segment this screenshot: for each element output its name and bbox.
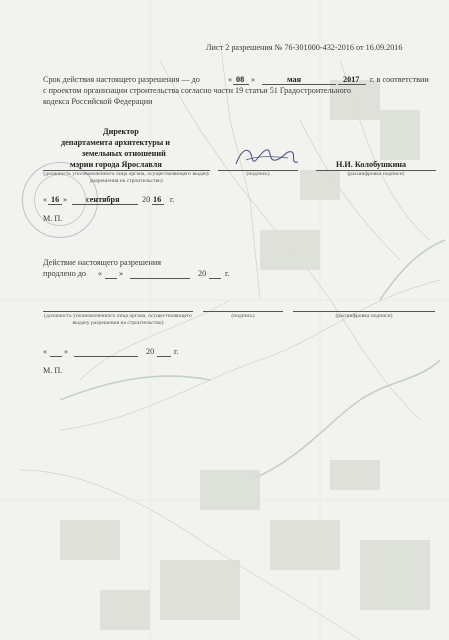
extension-year-prefix: 20 [198,269,207,278]
caption-signature: (подпись) [246,171,270,177]
extension-line1: Действие настоящего разрешения [43,258,162,267]
issue-close-quote: » [63,195,68,204]
underline-issue-day [48,204,62,205]
extension-g: г. [225,269,230,278]
mp-stamp-place-2: М. П. [43,366,63,375]
issue-year-suffix: 16 [153,195,162,204]
underline-month [262,84,336,85]
underline-date2-month [74,356,138,357]
signatory-name: Н.И. Колобушкина [336,160,407,169]
issue-g: г. [170,195,175,204]
underline-issue-year [152,204,164,205]
date2-year-prefix: 20 [146,347,155,356]
caption-position: (должность уполномоченного лица органа, осуществляющего выдачу разрешения на строительство) [43,171,210,184]
underline-day [233,84,249,85]
caption-name: (расшифровка подписи) [347,171,405,177]
issue-year-prefix: 20 [142,195,151,204]
extension-line2-prefix: продлено до [43,269,86,278]
underline-year [338,84,366,85]
underline-ext-year [209,278,221,279]
validity-open-quote: « [228,75,233,84]
extension-caption-position: (должность уполномоченного лица органа, осуществляющего выдачу разрешения на строительство) [44,313,192,326]
issue-day: 16 [51,195,60,204]
issue-open-quote: « [43,195,48,204]
validity-prefix: Срок действия настоящего разрешения — до [43,75,200,84]
signatory-title-line4: мэрии города Ярославля [70,160,162,169]
validity-close-quote: » [251,75,256,84]
underline-ext-name [293,311,435,312]
validity-suffix: г. в соответствии [370,75,429,84]
signatory-title-line1: Директор [103,127,139,136]
underline-ext-month [130,278,190,279]
extension-quote-open: « [98,269,103,278]
underline-date2-year [157,356,171,357]
extension-caption-name: (расшифровка подписи) [335,313,393,319]
underline-date2-day [50,356,62,357]
extension-caption-signature: (подпись) [231,313,255,319]
signatory-title-line2: департамента архитектуры и [61,138,170,147]
issue-month: сентября [86,195,120,204]
underline-ext-position [43,311,193,312]
validity-year: 2017 [343,75,360,84]
mp-stamp-place-1: М. П. [43,214,63,223]
validity-month: мая [287,75,302,84]
signatory-title-line3: земельных отношений [82,149,166,158]
underline-ext-day [105,278,117,279]
underline-issue-month [72,204,138,205]
underline-ext-signature [203,311,283,312]
extension-quote-close: » [119,269,124,278]
validity-day: 08 [236,75,245,84]
sheet-label: Лист 2 разрешения № 76-301000-432-2016 от 16.09.2016 [206,43,403,52]
date2-quote-close: » [64,347,69,356]
validity-line2: с проектом организации строительства согласно части 19 статьи 51 Градостроительного [43,86,351,95]
date2-quote-open: « [43,347,48,356]
date2-g: г. [174,347,179,356]
validity-line3: кодекса Российской Федерации [43,97,153,106]
